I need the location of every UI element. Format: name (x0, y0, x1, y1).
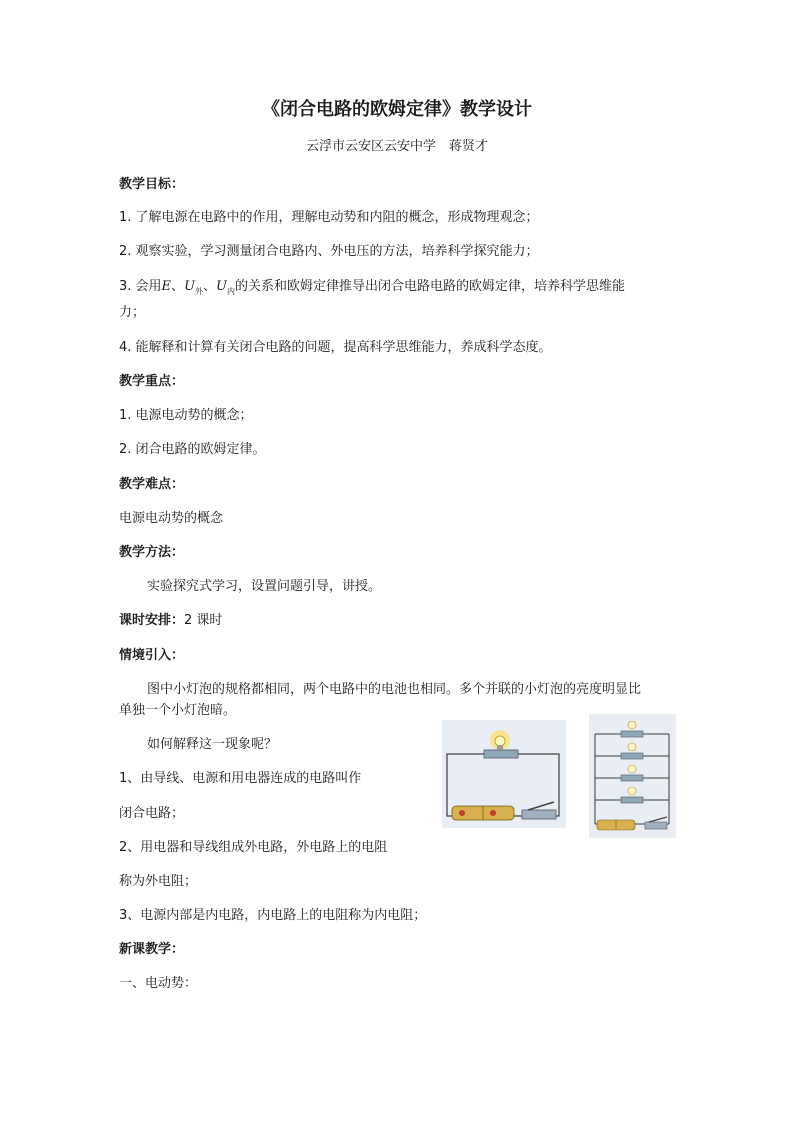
intro-question: 如何解释这一现象呢？ (147, 737, 278, 752)
intro-point-2a: 2、用电器和导线组成外电路，外电路上的电阻 (119, 840, 388, 855)
schedule-heading: 课时安排： (119, 613, 185, 628)
intro-point-1b: 闭合电路； (119, 806, 185, 821)
new-lesson-item-1: 一、电动势： (119, 976, 198, 991)
document-title: 《闭合电路的欧姆定律》教学设计 (262, 99, 532, 120)
intro-para-1b: 单独一个小灯泡暗。 (119, 703, 237, 718)
var-u-out (184, 279, 203, 294)
intro-para-1: 图中小灯泡的规格都相同，两个电路中的电池也相同。多个并联的小灯泡的亮度明显比 (147, 682, 642, 697)
intro-point-2b: 称为外电阻； (119, 874, 198, 889)
key-point-2: 2. 闭合电路的欧姆定律。 (119, 442, 266, 457)
difficulty-text: 电源电动势的概念 (119, 511, 224, 526)
var-u: U (216, 279, 228, 294)
goal-item-4: 4. 能解释和计算有关闭合电路的问题，提高科学思维能力，养成科学态度。 (119, 340, 552, 355)
method-text: 实验探究式学习，设置问题引导，讲授。 (147, 579, 382, 594)
goal-item-3 (119, 278, 625, 297)
subscript-out: 外 (195, 287, 204, 296)
goals-heading: 教学目标： (119, 177, 185, 192)
new-lesson-heading: 新课教学： (119, 942, 185, 957)
single-bulb-circuit-figure (442, 720, 566, 828)
goal-item-3-rest: 的关系和欧姆定律推导出闭合电路电路的欧姆定律，培养科学思维能 (235, 279, 626, 294)
intro-point-1a: 1、由导线、电源和用电器连成的电路叫作 (119, 771, 362, 786)
goal-item-3-prefix: 3. 会用 (119, 279, 162, 294)
schedule-line (119, 612, 222, 630)
subscript-in: 内 (227, 287, 236, 296)
goal-item-1: 1. 了解电源在电路中的作用，理解电动势和内阻的概念，形成物理观念； (119, 210, 539, 225)
key-point-1: 1. 电源电动势的概念； (119, 408, 253, 423)
separator: 、 (203, 279, 217, 294)
var-e: E (161, 279, 172, 294)
var-u: U (184, 279, 196, 294)
intro-point-3: 3、电源内部是内电路，内电路上的电阻称为内电阻； (119, 908, 427, 923)
author-line: 云浮市云安区云安中学 蒋贤才 (305, 139, 488, 154)
goal-item-2: 2. 观察实验，学习测量闭合电路内、外电压的方法，培养科学探究能力； (119, 244, 539, 259)
schedule-text: 2 课时 (184, 613, 223, 628)
goal-item-3-cont: 力； (119, 305, 146, 320)
intro-heading: 情境引入： (119, 648, 185, 663)
difficulty-heading: 教学难点： (119, 477, 185, 492)
separator: 、 (171, 279, 185, 294)
var-u-in (216, 279, 235, 294)
parallel-bulbs-circuit-figure (589, 714, 676, 838)
key-points-heading: 教学重点： (119, 374, 185, 389)
method-heading: 教学方法： (119, 545, 185, 560)
